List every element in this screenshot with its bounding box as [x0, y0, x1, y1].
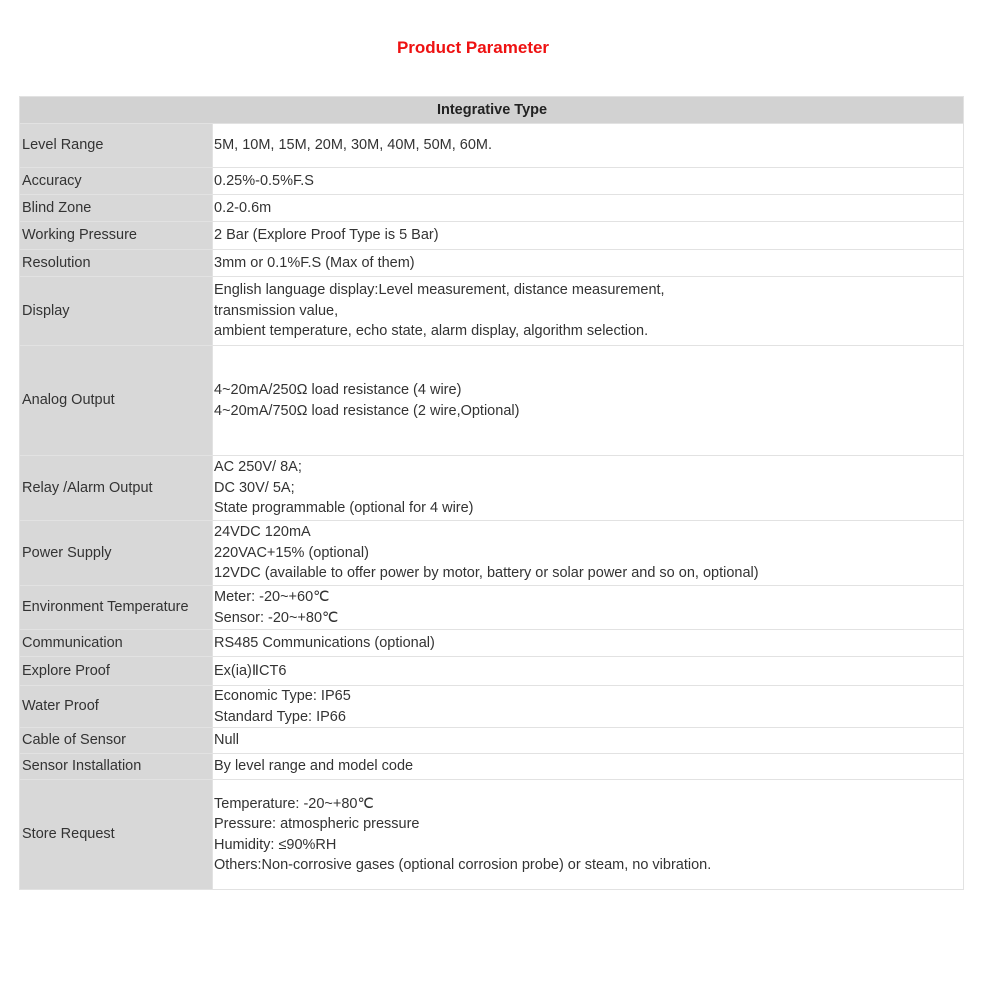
table-row — [20, 754, 964, 780]
parameter-label: Level Range — [20, 124, 213, 168]
table-row — [20, 728, 964, 754]
parameter-label: Relay /Alarm Output — [20, 456, 213, 521]
parameter-value-line: Sensor: -20~+80℃ — [214, 609, 339, 626]
parameter-label: Sensor Installation — [20, 754, 213, 780]
parameter-value — [213, 686, 964, 728]
table-row — [20, 222, 964, 250]
parameter-value-line: AC 250V/ 8A; — [214, 459, 302, 476]
table-header: Integrative Type — [20, 97, 964, 124]
parameter-value — [213, 630, 964, 657]
parameter-value-line: English language display:Level measurement, distance measurement, — [214, 282, 665, 299]
table-row — [20, 277, 964, 346]
table-row — [20, 456, 964, 521]
parameter-value — [213, 250, 964, 277]
parameter-value-line: 24VDC 120mA — [214, 524, 311, 541]
parameter-label: Power Supply — [20, 521, 213, 586]
parameter-value-line: Ex(ia)ⅡCT6 — [214, 662, 287, 679]
parameter-label: Display — [20, 277, 213, 346]
parameter-value — [213, 168, 964, 195]
parameter-label: Explore Proof — [20, 657, 213, 686]
parameter-value-line: Pressure: atmospheric pressure — [214, 816, 420, 832]
parameter-value — [213, 728, 964, 754]
parameter-value-line: ambient temperature, echo state, alarm display, algorithm selection. — [214, 323, 649, 340]
parameter-value — [213, 521, 964, 586]
parameter-value — [213, 346, 964, 456]
table-row — [20, 195, 964, 222]
parameter-value-line: 12VDC (available to offer power by motor, battery or solar power and so on, optional) — [214, 565, 759, 582]
parameter-value — [213, 222, 964, 250]
parameter-value-line: State programmable (optional for 4 wire) — [214, 500, 474, 517]
parameter-value — [213, 124, 964, 168]
parameter-label: Store Request — [20, 780, 213, 890]
table-row — [20, 346, 964, 456]
table-row — [20, 686, 964, 728]
parameter-value-line: DC 30V/ 5A; — [214, 479, 295, 496]
parameter-value-line: By level range and model code — [214, 758, 414, 775]
parameter-label: Environment Temperature — [20, 586, 213, 630]
table-row — [20, 521, 964, 586]
parameter-value-line: Temperature: -20~+80℃ — [214, 795, 374, 812]
parameter-value-line: Economic Type: IP65 — [214, 688, 351, 704]
parameter-label: Blind Zone — [20, 195, 213, 222]
parameter-value-line: 4~20mA/250Ω load resistance (4 wire) — [214, 382, 462, 398]
parameter-value-line: Standard Type: IP66 — [214, 708, 346, 725]
parameter-value-line: 0.2-0.6m — [214, 199, 272, 216]
table-row — [20, 168, 964, 195]
parameter-value-line: 0.25%-0.5%F.S — [214, 172, 314, 189]
spec-table — [19, 96, 964, 890]
parameter-label: Communication — [20, 630, 213, 657]
parameter-value-line: 220VAC+15% (optional) — [214, 544, 369, 561]
table-row — [20, 250, 964, 277]
parameter-value-line: 3mm or 0.1%F.S (Max of them) — [214, 254, 415, 271]
table-row — [20, 780, 964, 890]
parameter-label: Working Pressure — [20, 222, 213, 250]
table-row — [20, 124, 964, 168]
parameter-value — [213, 657, 964, 686]
parameter-value — [213, 456, 964, 521]
parameter-value-line: Others:Non-corrosive gases (optional corrosion probe) or steam, no vibration. — [214, 857, 712, 873]
parameter-value — [213, 195, 964, 222]
parameter-label: Water Proof — [20, 686, 213, 728]
parameter-label: Accuracy — [20, 168, 213, 195]
parameter-value — [213, 586, 964, 630]
table-header-row — [20, 97, 964, 124]
parameter-value-line: RS485 Communications (optional) — [214, 634, 435, 651]
parameter-label: Analog Output — [20, 346, 213, 456]
table-row — [20, 630, 964, 657]
parameter-value-line: 5M, 10M, 15M, 20M, 30M, 40M, 50M, 60M. — [214, 137, 493, 154]
parameter-value-line: 2 Bar (Explore Proof Type is 5 Bar) — [214, 227, 439, 244]
table-row — [20, 586, 964, 630]
parameter-value — [213, 754, 964, 780]
parameter-label: Cable of Sensor — [20, 728, 213, 754]
page-title: Product Parameter — [396, 38, 550, 57]
parameter-value-line: Meter: -20~+60℃ — [214, 589, 330, 605]
parameter-value-line: 4~20mA/750Ω load resistance (2 wire,Optional) — [214, 402, 520, 419]
parameter-value — [213, 780, 964, 890]
table-row — [20, 657, 964, 686]
parameter-value-line: Null — [214, 732, 239, 749]
parameter-value-line: transmission value, — [214, 302, 339, 319]
parameter-value — [213, 277, 964, 346]
parameter-value-line: Humidity: ≤90%RH — [214, 836, 337, 853]
parameter-label: Resolution — [20, 250, 213, 277]
spec-table-body — [20, 124, 964, 890]
